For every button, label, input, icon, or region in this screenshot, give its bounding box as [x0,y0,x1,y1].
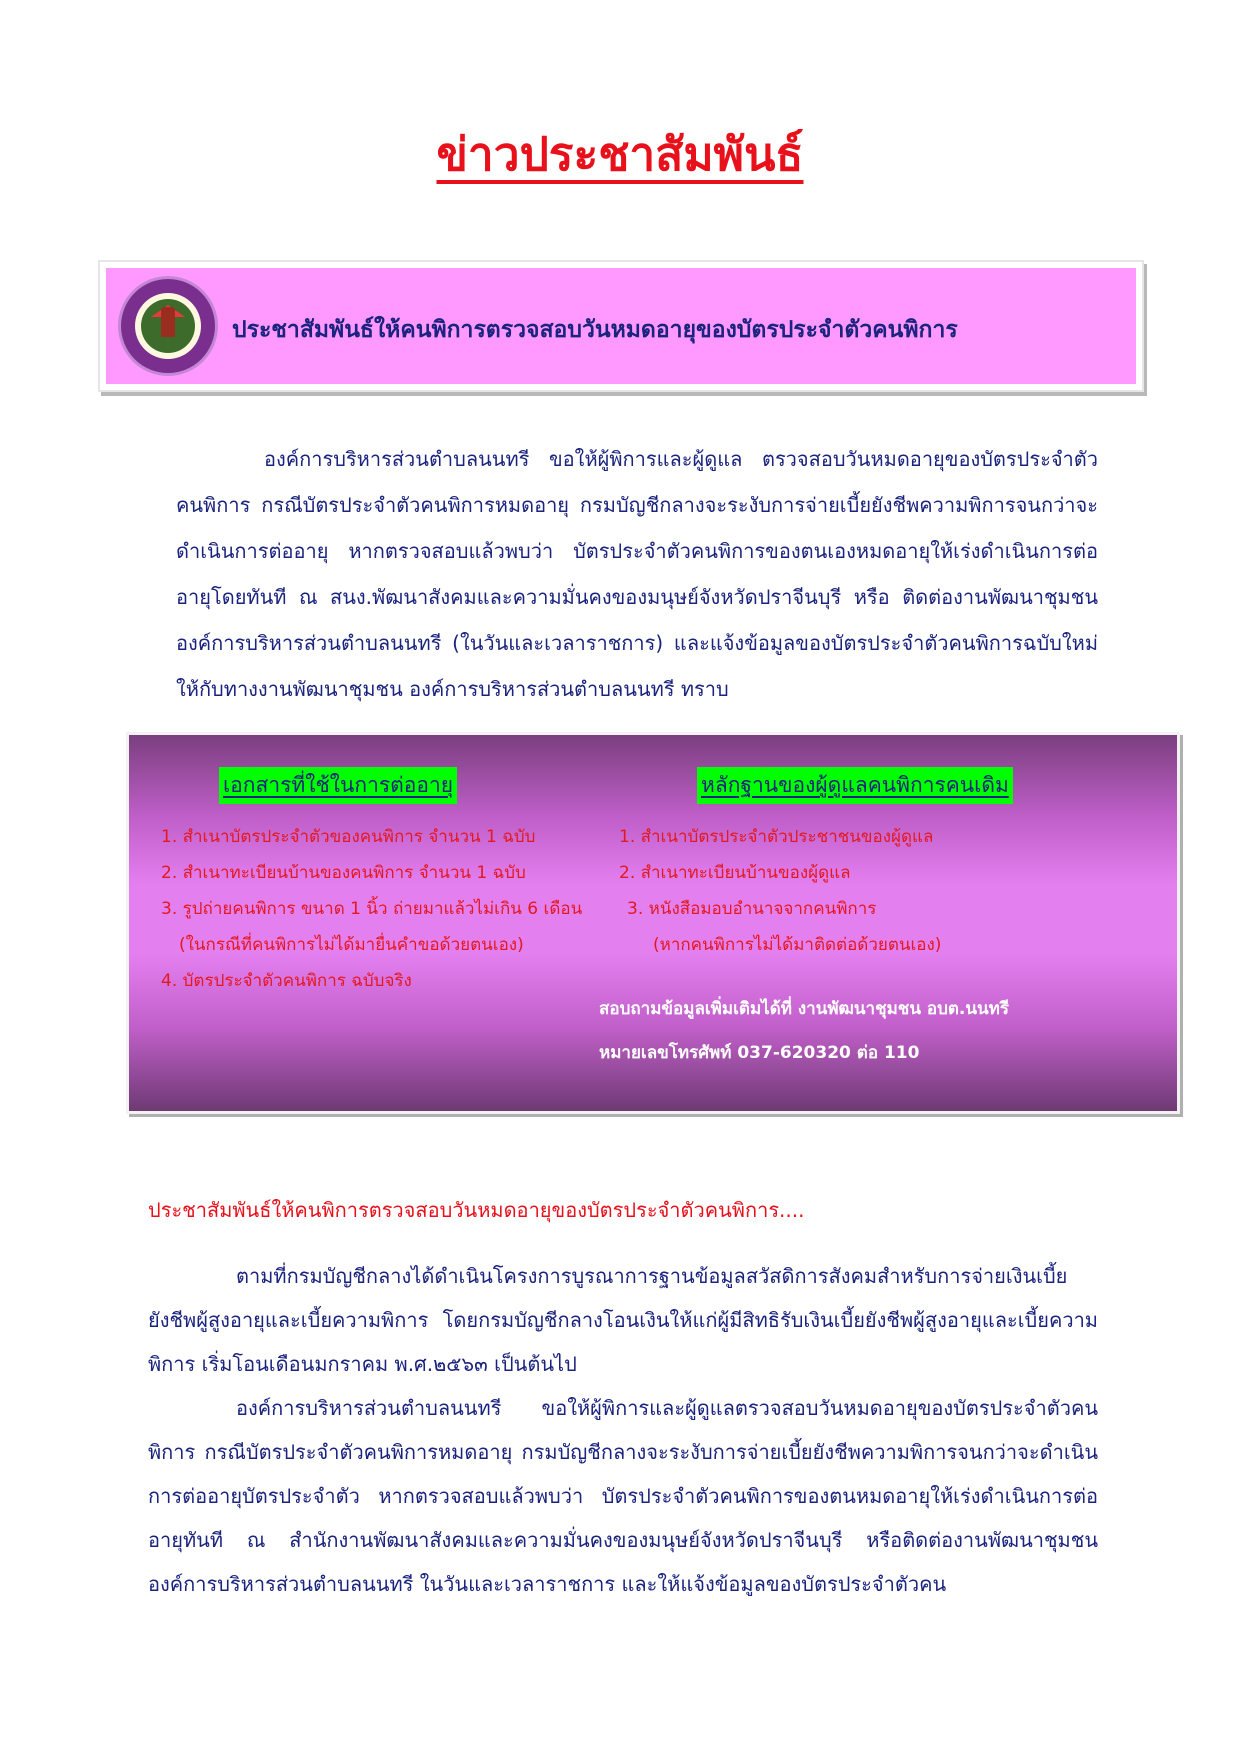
intro-paragraph: องค์การบริหารส่วนตำบลนนทรี ขอให้ผู้พิการและผู้ดูแล ตรวจสอบวันหมดอายุของบัตรประจำตัวคนพิการ กรณีบัตรประจำตัวคนพิการหมดอายุ กรมบัญชีกลางจะระงับการจ่ายเบี้ยยังชีพความพิการจนกว่าจะดำเนินการต่ออายุ หากตรวจสอบแล้วพบว่า บัตรประจำตัวคนพิการของตนเองหมดอายุให้เร่งดำเนินการต่ออายุโดยทันที ณ สนง.พัฒนาสังคมและความมั่นคงของมนุษย์จังหวัดปราจีนบุรี หรือ ติดต่องานพัฒนาชุมชน องค์การบริหารส่วนตำบลนนทรี (ในวันและเวลาราชการ) และแจ้งข้อมูลของบัตรประจำตัวคนพิการฉบับใหม่ให้กับทางงานพัฒนาชุมชน องค์การบริหารส่วนตำบลนนทรี ทราบ [176,447,1098,701]
required-documents-list [161,819,582,999]
list-item: 4. บัตรประจำตัวคนพิการ ฉบับจริง [161,971,412,991]
list-item: 1. สำเนาบัตรประจำตัวของคนพิการ จำนวน 1 ฉบับ [161,827,536,847]
contact-info [599,987,1009,1075]
page-title: ข่าวประชาสัมพันธ์ [436,127,804,181]
list-item: (ในกรณีที่คนพิการไม่ได้มายื่นคำขอด้วยตนเอง) [179,935,524,955]
left-column-heading: เอกสารที่ใช้ในการต่ออายุ [219,767,457,804]
body-paragraph-1: ตามที่กรมบัญชีกลางได้ดำเนินโครงการบูรณาการฐานข้อมูลสวัสดิการสังคมสำหรับการจ่ายเงินเบี้ยยังชีพผู้สูงอายุและเบี้ยความพิการ โดยกรมบัญชีกลางโอนเงินให้แก่ผู้มีสิทธิรับเงินเบี้ยยังชีพผู้สูงอายุและเบี้ยความพิการ เริ่มโอนเดือนมกราคม พ.ศ.๒๕๖๓ เป็นต้นไป [148,1264,1098,1376]
contact-phone: หมายเลขโทรศัพท์ 037-620320 ต่อ 110 [599,1043,920,1063]
list-item: 1. สำเนาบัตรประจำตัวประชาชนของผู้ดูแล [619,827,934,847]
section-subheading: ประชาสัมพันธ์ให้คนพิการตรวจสอบวันหมดอายุของบัตรประจำตัวคนพิการ.... [148,1198,805,1222]
list-item: 2. สำเนาทะเบียนบ้านของคนพิการ จำนวน 1 ฉบับ [161,863,526,883]
caretaker-documents-list [619,819,941,963]
organization-seal-icon [118,276,218,376]
documents-box [126,732,1180,1114]
list-item: 3. หนังสือมอบอำนาจจากคนพิการ [627,899,877,919]
right-column-heading: หลักฐานของผู้ดูแลคนพิการคนเดิม [697,767,1013,804]
list-item: 2. สำเนาทะเบียนบ้านของผู้ดูแล [619,863,851,883]
contact-line: สอบถามข้อมูลเพิ่มเติมได้ที่ งานพัฒนาชุมชน อบต.นนทรี [599,999,1009,1019]
headline-banner [98,260,1144,392]
body-paragraph-2: องค์การบริหารส่วนตำบลนนทรี ขอให้ผู้พิการและผู้ดูแลตรวจสอบวันหมดอายุของบัตรประจำตัวคนพิการ กรณีบัตรประจำตัวคนพิการหมดอายุ กรมบัญชีกลางจะระงับการจ่ายเบี้ยยังชีพความพิการจนกว่าจะดำเนินการต่ออายุบัตรประจำตัว หากตรวจสอบแล้วพบว่า บัตรประจำตัวคนพิการของตนหมดอายุให้เร่งดำเนินการต่ออายุทันที ณ สำนักงานพัฒนาสังคมและความมั่นคงของมนุษย์จังหวัดปราจีนบุรี หรือติดต่องานพัฒนาชุมชน องค์การบริหารส่วนตำบลนนทรี ในวันและเวลาราชการ และให้แจ้งข้อมูลของบัตรประจำตัวคน [148,1396,1098,1596]
list-item: (หากคนพิการไม่ได้มาติดต่อด้วยตนเอง) [653,935,942,955]
banner-headline: ประชาสัมพันธ์ให้คนพิการตรวจสอบวันหมดอายุของบัตรประจำตัวคนพิการ [232,317,958,343]
body-text [148,1254,1098,1606]
list-item: 3. รูปถ่ายคนพิการ ขนาด 1 นิ้ว ถ่ายมาแล้วไม่เกิน 6 เดือน [161,899,583,919]
